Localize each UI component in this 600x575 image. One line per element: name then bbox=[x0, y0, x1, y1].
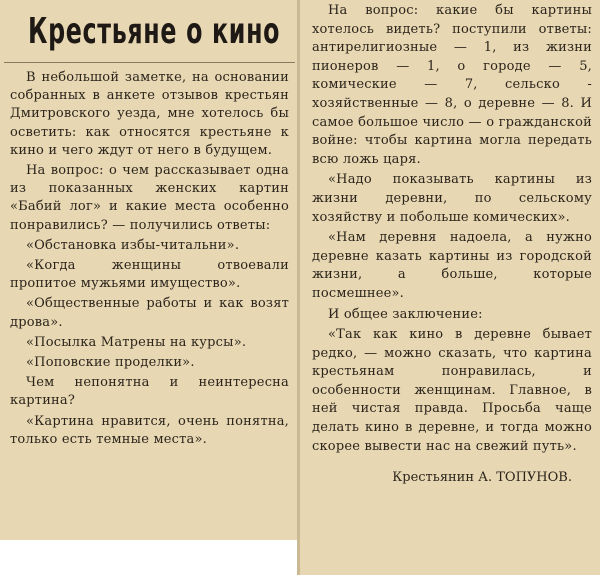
right-column bbox=[300, 0, 600, 575]
paragraph: «Картина нравится, очень понятна, только есть темные места». bbox=[10, 413, 289, 447]
paragraph: «Нам деревня надоела, а нужно деревне казать картины из городской жизни, а больше, которые посмешнее». bbox=[312, 230, 592, 301]
title-divider bbox=[4, 62, 295, 63]
paragraph: Чем непонятна и неинтересна картина? bbox=[10, 375, 289, 409]
paragraph: «Общественные работы и как возят дрова». bbox=[10, 296, 289, 330]
left-column bbox=[0, 0, 297, 540]
paragraph: И общее заключение: bbox=[328, 306, 483, 322]
paragraph: В небольшой заметке, на основании собранных в анкете отзывов крестьян Дмитровского уезда, мне хотелось бы осветить: как относятся крестьяне к кино и чего ждут от него в будущем. bbox=[10, 70, 289, 158]
paragraph: «Посылка Матрены на курсы». bbox=[26, 334, 247, 350]
paragraph: «Так как кино в деревне бывает редко, — можно сказать, что картина крестьянам понравилась, и особенности женщинам. Главное, в ней чистая правда. Просьба чаще делать кино в деревне, и тогда можно скорее вывести нас на свежий путь». bbox=[312, 327, 592, 454]
paragraph: «Надо показывать картины из жизни деревни, по сельскому хозяйству и побольше комических». bbox=[312, 172, 592, 225]
article-title: Крестьяне о кино bbox=[28, 11, 281, 52]
author-signature: Крестьянин А. ТОПУНОВ. bbox=[392, 470, 572, 486]
paragraph: «Поповские проделки». bbox=[26, 355, 195, 371]
paragraph: «Обстановка избы-читальни». bbox=[26, 237, 240, 253]
paragraph: На вопрос: какие бы картины хотелось видеть? поступили ответы: антирелигиозные — 1, из жизни пионеров — 1, о городе — 5, комические — 7, сельско - хозяйственные — 8, о деревне — 8. И самое большое число — о гражданской войне: чтобы картина могла передать всю ложь царя. bbox=[312, 3, 592, 167]
paragraph: На вопрос: о чем рассказывает одна из показанных женских картин «Бабий лог» и какие места особенно понравились? — получились ответы: bbox=[10, 163, 289, 233]
paragraph: «Когда женщины отвоевали пропитое мужьями имущество». bbox=[10, 258, 289, 292]
